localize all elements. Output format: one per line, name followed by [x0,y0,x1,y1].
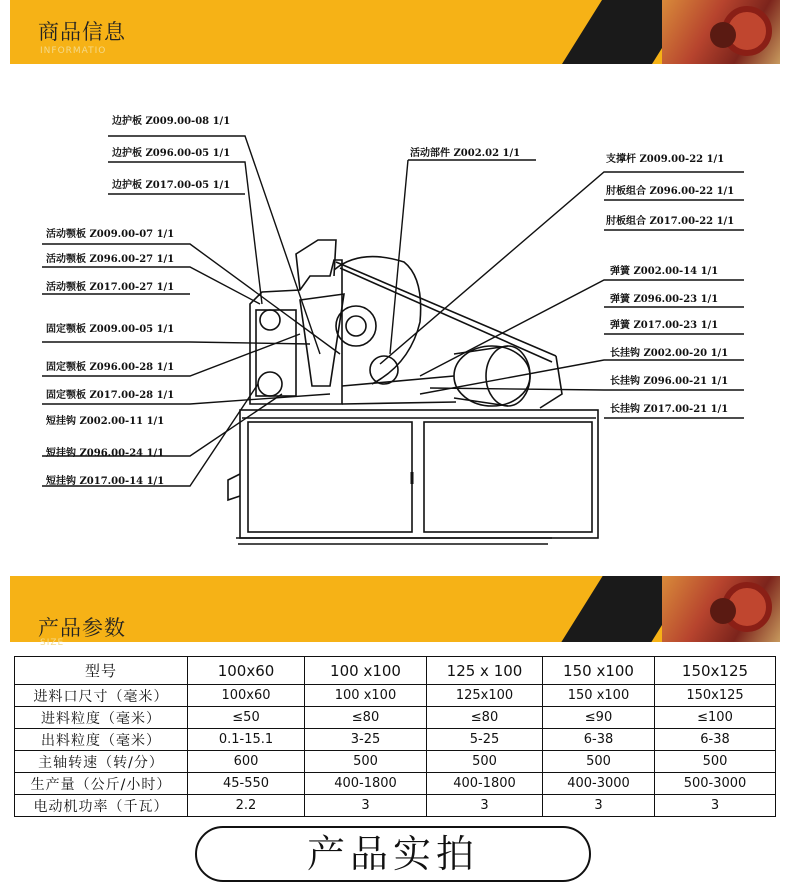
table-cell: 150 x100 [543,685,655,707]
part-label: 支撑杆 Z009.00-22 1/1 [606,154,725,165]
table-cell: 45-550 [188,773,305,795]
table-cell: 500-3000 [655,773,776,795]
table-row [15,795,776,817]
header-cell: 型号 [15,657,188,685]
table-cell: 3-25 [305,729,427,751]
info-banner-title: 商品信息 [38,20,126,44]
part-label: 活动颚板 Z017.00-27 1/1 [46,282,175,293]
upper-pivot [260,310,280,330]
info-banner-subtitle: INFORMATIO [40,46,107,56]
table-cell: 100x60 [188,685,305,707]
table-cell: 2.2 [188,795,305,817]
table-cell: ≤50 [188,707,305,729]
left-labels [46,114,230,487]
info-banner [10,0,780,64]
table-cell: 400-1800 [305,773,427,795]
table-cell: 125x100 [427,685,543,707]
side-handle [228,474,240,500]
table-row [15,773,776,795]
part-label: 短挂钩 Z096.00-24 1/1 [46,448,165,459]
table-row [15,729,776,751]
header-cell: 125 x 100 [427,657,543,685]
table-cell: 6-38 [543,729,655,751]
leader-7 [42,342,310,344]
row-label: 进料粒度（毫米） [15,707,188,729]
jaw-crusher-diagram [0,64,790,576]
part-label: 长挂钩 Z017.00-21 1/1 [610,404,729,415]
table-cell: 100 x100 [305,685,427,707]
part-label: 边护板 Z096.00-05 1/1 [112,148,231,159]
part-label: 活动颚板 Z096.00-27 1/1 [46,254,175,265]
table-cell: 400-3000 [543,773,655,795]
table-cell: ≤80 [305,707,427,729]
params-banner-subtitle: SIZE [40,638,65,648]
motor-pulley-face [486,346,530,406]
motor-guard [540,356,562,408]
part-label: 固定颚板 Z017.00-28 1/1 [46,390,175,401]
frame-bottom [342,402,456,404]
table-cell: 600 [188,751,305,773]
crusher-drawing [228,240,598,544]
cabinet-door-left [248,422,412,532]
table-cell: 400-1800 [427,773,543,795]
row-label: 电动机功率（千瓦） [15,795,188,817]
table-cell: ≤90 [543,707,655,729]
table-cell: 6-38 [655,729,776,751]
header-cell: 150x125 [655,657,776,685]
header-cell: 100 x100 [305,657,427,685]
params-banner-title: 产品参数 [38,616,126,640]
part-label: 短挂钩 Z002.00-11 1/1 [46,416,165,427]
table-cell: 3 [543,795,655,817]
leader-top-down [390,160,408,354]
leader-r8 [430,388,744,390]
hub-graphic [710,22,736,48]
part-label: 固定颚板 Z009.00-05 1/1 [46,324,175,335]
right-labels [606,152,734,415]
part-label: 弹簧 Z002.00-14 1/1 [610,266,719,277]
table-cell: 0.1-15.1 [188,729,305,751]
table-cell: 3 [305,795,427,817]
spec-table [14,656,776,817]
banner-machine-photo [662,576,780,642]
table-row [15,685,776,707]
row-label: 出料粒度（毫米） [15,729,188,751]
part-label: 肘板组合 Z096.00-22 1/1 [606,186,735,197]
part-label: 固定颚板 Z096.00-28 1/1 [46,362,175,373]
header-cell: 150 x100 [543,657,655,685]
part-label: 弹簧 Z096.00-23 1/1 [610,294,719,305]
lower-belt [342,376,454,386]
spec-header-row [15,657,776,685]
row-label: 主轴转速（转/分） [15,751,188,773]
table-row [15,707,776,729]
cabinet-door-right [424,422,592,532]
params-banner [10,576,780,648]
table-cell: 500 [655,751,776,773]
leader-1 [108,136,320,354]
product-photos-heading: 产品实拍 [195,826,591,882]
table-cell: 3 [655,795,776,817]
part-label-top: 活动部件 Z002.02 1/1 [410,148,521,159]
table-row [15,751,776,773]
table-cell: 500 [543,751,655,773]
part-label: 弹簧 Z017.00-23 1/1 [610,320,719,331]
spring-rod-end [258,372,282,396]
eccentric-hub [346,316,366,336]
part-label: 短挂钩 Z017.00-14 1/1 [46,476,165,487]
table-cell: ≤80 [427,707,543,729]
table-cell: 3 [427,795,543,817]
jaw-housing [256,310,296,396]
hopper [296,240,336,290]
part-label: 边护板 Z009.00-08 1/1 [112,116,231,127]
table-cell: 500 [427,751,543,773]
table-cell: 150x125 [655,685,776,707]
part-label: 长挂钩 Z002.00-20 1/1 [610,348,729,359]
hub-graphic [710,598,736,624]
table-cell: ≤100 [655,707,776,729]
table-cell: 5-25 [427,729,543,751]
row-label: 生产量（公斤/小时） [15,773,188,795]
banner-machine-photo [662,0,780,64]
part-label: 边护板 Z017.00-05 1/1 [112,180,231,191]
part-label: 肘板组合 Z017.00-22 1/1 [606,216,735,227]
base-cabinet [240,410,598,538]
table-cell: 500 [305,751,427,773]
row-label: 进料口尺寸（毫米） [15,685,188,707]
part-label: 活动颚板 Z009.00-07 1/1 [46,229,175,240]
header-cell: 100x60 [188,657,305,685]
part-label: 长挂钩 Z096.00-21 1/1 [610,376,729,387]
